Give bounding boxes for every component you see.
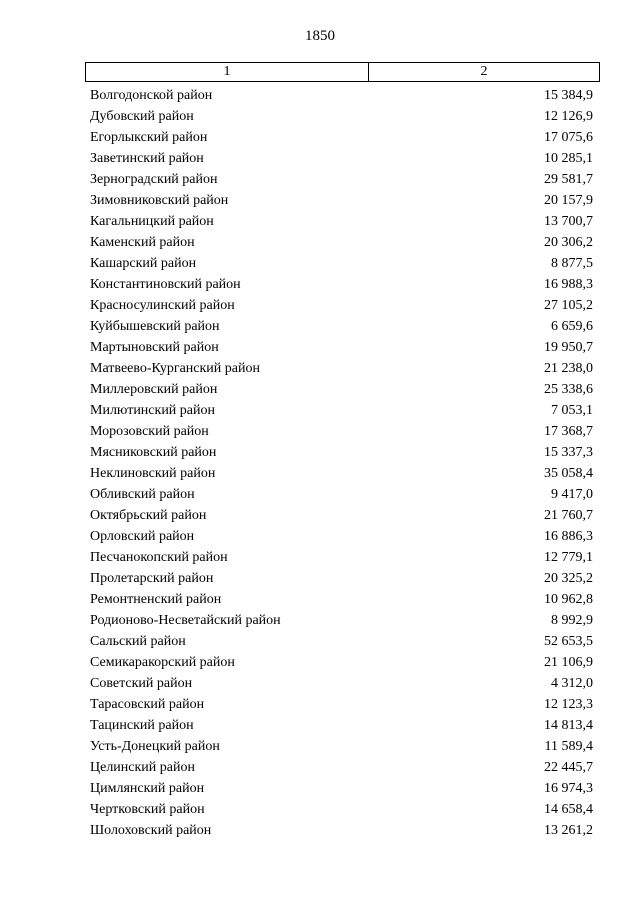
- district-name: Семикаракорский район: [90, 655, 235, 670]
- district-name: Зимовниковский район: [90, 193, 229, 208]
- table-row: [85, 715, 600, 736]
- district-name: Советский район: [90, 676, 193, 691]
- table-row: [85, 253, 600, 274]
- table-row: [85, 484, 600, 505]
- table-row: [85, 799, 600, 820]
- table-row: [85, 400, 600, 421]
- district-name: Морозовский район: [90, 424, 209, 439]
- district-value: 21 238,0: [544, 361, 593, 376]
- district-name: Константиновский район: [90, 277, 241, 292]
- district-name: Чертковский район: [90, 802, 205, 817]
- district-name: Красносулинский район: [90, 298, 235, 313]
- table-row: [85, 673, 600, 694]
- district-name: Целинский район: [90, 760, 195, 775]
- district-value: 8 877,5: [551, 256, 593, 271]
- table-row: [85, 379, 600, 400]
- district-value: 16 886,3: [544, 529, 593, 544]
- district-value: 14 813,4: [544, 718, 593, 733]
- table-row: [85, 568, 600, 589]
- district-value: 10 962,8: [544, 592, 593, 607]
- table-row: [85, 211, 600, 232]
- table-row: [85, 757, 600, 778]
- table-row: [85, 358, 600, 379]
- district-name: Егорлыкский район: [90, 130, 208, 145]
- district-value: 14 658,4: [544, 802, 593, 817]
- table-row: [85, 274, 600, 295]
- district-name: Куйбышевский район: [90, 319, 220, 334]
- district-value: 15 384,9: [544, 88, 593, 103]
- table-row: [85, 337, 600, 358]
- district-name: Обливский район: [90, 487, 195, 502]
- table-row: [85, 316, 600, 337]
- district-value: 12 123,3: [544, 697, 593, 712]
- table-row: [85, 820, 600, 841]
- table-row: [85, 295, 600, 316]
- district-name: Цимлянский район: [90, 781, 205, 796]
- table-body: [85, 85, 600, 841]
- district-name: Миллеровский район: [90, 382, 218, 397]
- district-name: Волгодонской район: [90, 88, 213, 103]
- table-row: [85, 232, 600, 253]
- district-value: 7 053,1: [551, 403, 593, 418]
- district-value: 19 950,7: [544, 340, 593, 355]
- table-row: [85, 736, 600, 757]
- district-name: Мясниковский район: [90, 445, 217, 460]
- district-value: 13 261,2: [544, 823, 593, 838]
- district-value: 35 058,4: [544, 466, 593, 481]
- district-value: 17 075,6: [544, 130, 593, 145]
- district-name: Кашарский район: [90, 256, 197, 271]
- table-row: [85, 127, 600, 148]
- district-value: 12 126,9: [544, 109, 593, 124]
- table-row: [85, 463, 600, 484]
- district-value: 4 312,0: [551, 676, 593, 691]
- district-value: 11 589,4: [544, 739, 593, 754]
- district-name: Родионово-Несветайский район: [90, 613, 281, 628]
- district-value: 20 325,2: [544, 571, 593, 586]
- column-header-1: 1: [86, 63, 369, 81]
- table-row: [85, 610, 600, 631]
- district-value: 15 337,3: [544, 445, 593, 460]
- table-row: [85, 169, 600, 190]
- district-value: 8 992,9: [551, 613, 593, 628]
- district-value: 27 105,2: [544, 298, 593, 313]
- table-header: [85, 62, 600, 82]
- district-name: Заветинский район: [90, 151, 204, 166]
- table-row: [85, 589, 600, 610]
- district-name: Матвеево-Курганский район: [90, 361, 260, 376]
- district-name: Пролетарский район: [90, 571, 214, 586]
- district-value: 6 659,6: [551, 319, 593, 334]
- district-value: 21 760,7: [544, 508, 593, 523]
- district-value: 13 700,7: [544, 214, 593, 229]
- district-value: 25 338,6: [544, 382, 593, 397]
- table-row: [85, 106, 600, 127]
- table-row: [85, 652, 600, 673]
- district-value: 10 285,1: [544, 151, 593, 166]
- district-name: Усть-Донецкий район: [90, 739, 220, 754]
- table-row: [85, 526, 600, 547]
- table-row: [85, 190, 600, 211]
- district-name: Орловский район: [90, 529, 195, 544]
- table-row: [85, 442, 600, 463]
- district-value: 16 974,3: [544, 781, 593, 796]
- district-value: 12 779,1: [544, 550, 593, 565]
- district-name: Дубовский район: [90, 109, 194, 124]
- table-row: [85, 631, 600, 652]
- district-name: Песчанокопский район: [90, 550, 228, 565]
- table-row: [85, 547, 600, 568]
- district-value: 9 417,0: [551, 487, 593, 502]
- district-name: Зерноградский район: [90, 172, 218, 187]
- district-value: 20 306,2: [544, 235, 593, 250]
- district-value: 17 368,7: [544, 424, 593, 439]
- district-value: 29 581,7: [544, 172, 593, 187]
- district-value: 52 653,5: [544, 634, 593, 649]
- table-row: [85, 148, 600, 169]
- district-name: Мартыновский район: [90, 340, 219, 355]
- district-value: 21 106,9: [544, 655, 593, 670]
- district-name: Неклиновский район: [90, 466, 216, 481]
- district-name: Октябрьский район: [90, 508, 207, 523]
- district-name: Шолоховский район: [90, 823, 212, 838]
- column-header-2: 2: [480, 64, 488, 79]
- district-name: Милютинский район: [90, 403, 216, 418]
- district-name: Каменский район: [90, 235, 195, 250]
- table-row: [85, 778, 600, 799]
- district-name: Тацинский район: [90, 718, 194, 733]
- district-name: Кагальницкий район: [90, 214, 214, 229]
- table-row: [85, 694, 600, 715]
- table-row: [85, 421, 600, 442]
- district-name: Ремонтненский район: [90, 592, 222, 607]
- district-table: [85, 62, 600, 841]
- page-number: 1850: [305, 28, 335, 44]
- district-value: 22 445,7: [544, 760, 593, 775]
- district-value: 16 988,3: [544, 277, 593, 292]
- district-name: Сальский район: [90, 634, 186, 649]
- district-name: Тарасовский район: [90, 697, 205, 712]
- table-row: [85, 85, 600, 106]
- district-value: 20 157,9: [544, 193, 593, 208]
- table-row: [85, 505, 600, 526]
